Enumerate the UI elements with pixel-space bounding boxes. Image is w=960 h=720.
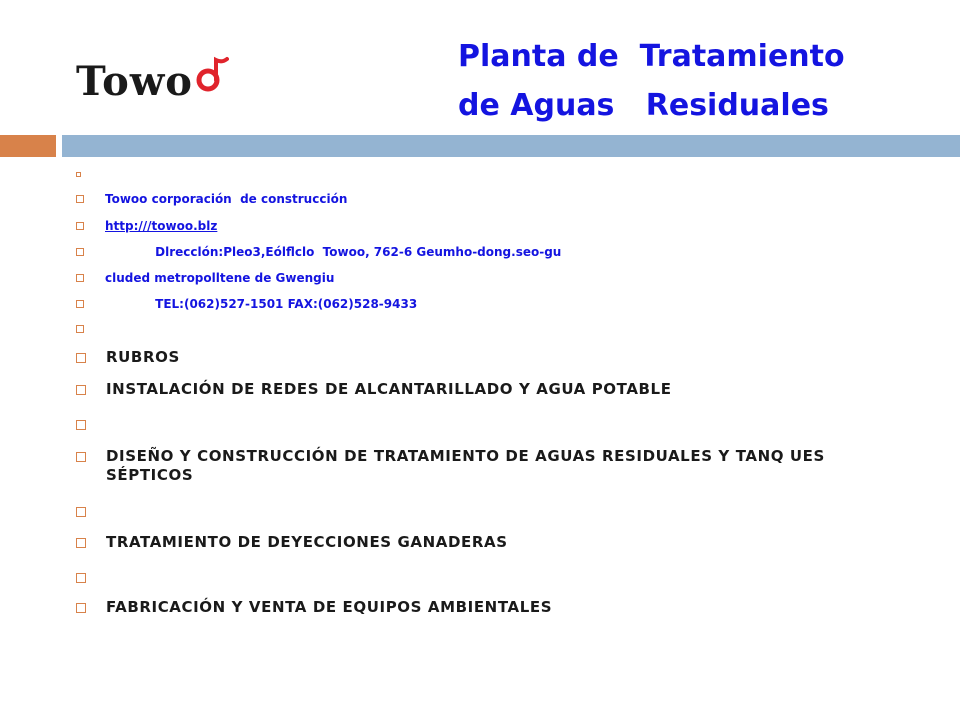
list-item — [76, 415, 86, 430]
bullet-icon — [76, 172, 81, 177]
bullet-icon — [76, 573, 86, 583]
header-divider — [62, 135, 960, 157]
bullet-icon — [76, 538, 86, 548]
logo-text: Towo — [76, 58, 193, 105]
list-item — [76, 598, 906, 617]
bullet-icon — [76, 300, 84, 308]
bullet-icon — [76, 325, 84, 333]
rubro-item-4: FABRICACIÓN Y VENTA DE EQUIPOS AMBIENTALES — [106, 598, 553, 616]
bullet-icon — [76, 353, 86, 363]
list-item — [76, 217, 217, 235]
company-logo — [76, 52, 229, 105]
rubro-item-2: DISEÑO Y CONSTRUCCIÓN DE TRATAMIENTO DE AGUAS RESIDUALES Y TANQ UES SÉPTICOS — [106, 447, 825, 484]
list-item — [76, 380, 906, 399]
list-item — [76, 502, 86, 517]
list-item — [76, 170, 81, 177]
list-item — [76, 243, 561, 261]
music-note-icon — [195, 54, 229, 98]
bullet-icon — [76, 420, 86, 430]
phone-fax-line: TEL:(062)527-1501 FAX:(062)528-9433 — [105, 297, 418, 311]
address-continued: cluded metropolltene de Gwengiu — [105, 271, 335, 285]
rubro-item-3: TRATAMIENTO DE DEYECCIONES GANADERAS — [106, 533, 508, 551]
rubros-heading: RUBROS — [106, 348, 180, 366]
title-line-2: de Aguas Residuales — [458, 88, 829, 123]
list-item — [76, 295, 417, 313]
bullet-icon — [76, 507, 86, 517]
website-link[interactable]: http:///towoo.blz — [105, 219, 218, 233]
company-name: Towoo corporación de construcción — [105, 192, 348, 206]
list-item — [76, 320, 84, 333]
page-title — [458, 32, 845, 130]
bullet-icon — [76, 603, 86, 613]
bullet-icon — [76, 385, 86, 395]
address-line: Dlrecclón:Pleo3,Eólflclo Towoo, 762-6 Geumho-dong.seo-gu — [105, 245, 562, 259]
bullet-icon — [76, 195, 84, 203]
bullet-icon — [76, 248, 84, 256]
bullet-icon — [76, 274, 84, 282]
list-item — [76, 190, 347, 208]
accent-block — [0, 135, 56, 157]
bullet-icon — [76, 452, 86, 462]
rubro-item-1: INSTALACIÓN DE REDES DE ALCANTARILLADO Y AGUA POTABLE — [106, 380, 672, 398]
list-item — [76, 568, 86, 583]
bullet-icon — [76, 222, 84, 230]
list-item — [76, 533, 906, 552]
list-item — [76, 447, 906, 485]
title-line-1: Planta de Tratamiento — [458, 39, 845, 74]
list-item — [76, 269, 334, 287]
list-item — [76, 348, 906, 367]
